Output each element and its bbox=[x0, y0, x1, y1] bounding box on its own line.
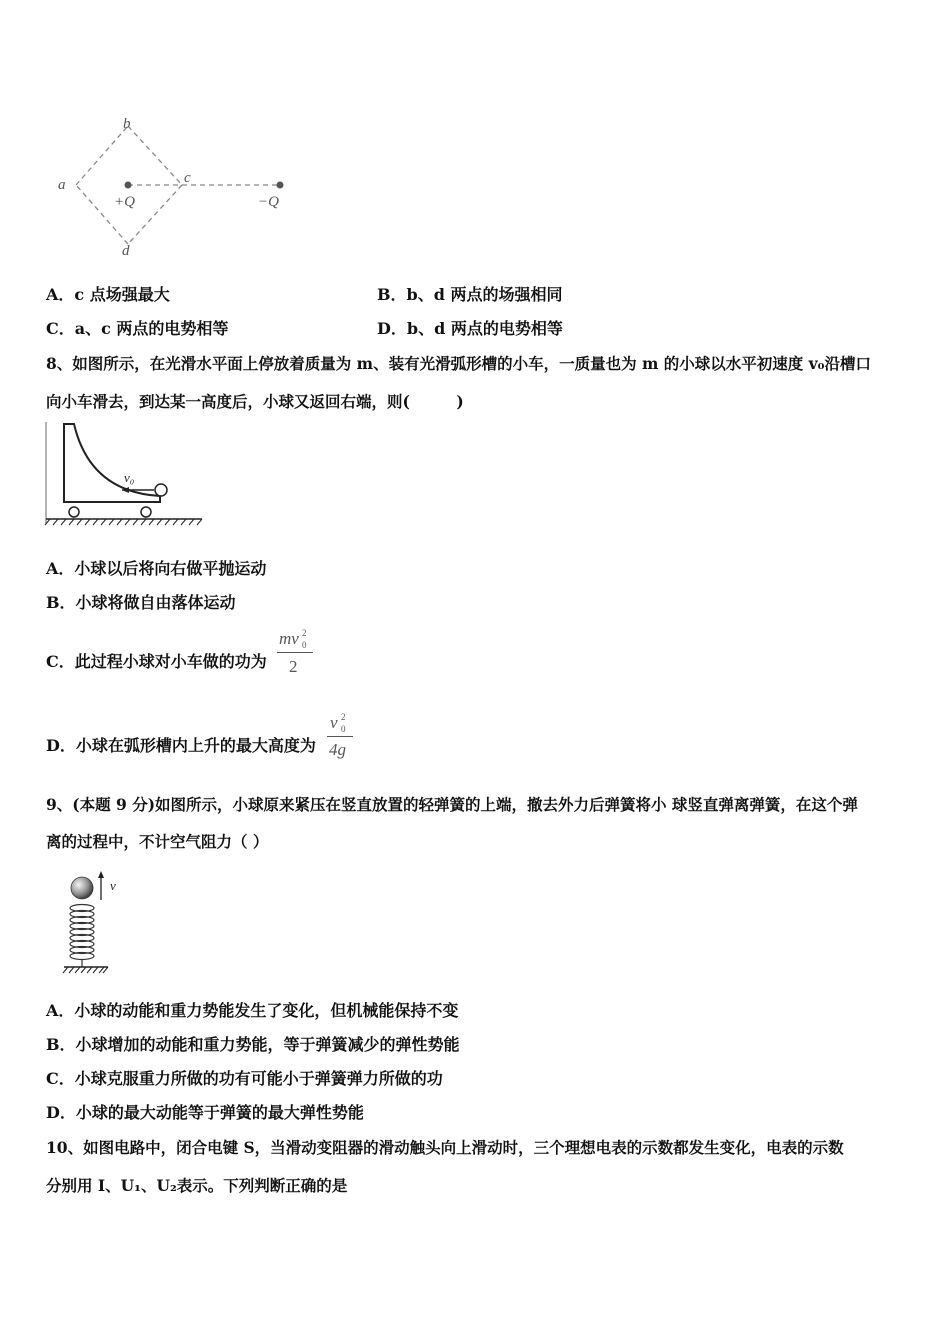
label-d: d bbox=[122, 243, 130, 259]
label-positive-q: +Q bbox=[114, 194, 135, 210]
q8-option-b: B．小球将做自由落体运动 bbox=[46, 593, 236, 612]
q9-option-b: B．小球增加的动能和重力势能，等于弹簧减少的弹性势能 bbox=[46, 1035, 460, 1054]
q9-option-d: D．小球的最大动能等于弹簧的最大弹性势能 bbox=[46, 1103, 364, 1122]
ball bbox=[71, 877, 93, 899]
label-negative-q: −Q bbox=[258, 194, 279, 210]
v0-label: v₀ bbox=[124, 470, 135, 485]
velocity-arrow-icon bbox=[98, 871, 104, 878]
q8-option-d: D．小球在弧形槽内上升的最大高度为 bbox=[46, 736, 316, 755]
fraction-bar bbox=[277, 652, 313, 653]
fraction-denominator: 2 bbox=[289, 657, 298, 676]
q7-option-d: D．b、d 两点的电势相等 bbox=[377, 319, 563, 338]
q9-stem-line1: 9、(本题 9 分)如图所示，小球原来紧压在竖直放置的轻弹簧的上端，撤去外力后弹簧将小 球竖直弹离弹簧，在这个弹 bbox=[46, 795, 858, 814]
q8-option-d-fraction bbox=[327, 710, 359, 764]
q7-option-c: C．a、c 两点的电势相等 bbox=[46, 319, 229, 338]
spring-coils bbox=[70, 905, 94, 968]
fraction-superscript: 2 bbox=[341, 712, 346, 722]
negative-charge-dot bbox=[277, 182, 284, 189]
q7-charge-diagram bbox=[50, 110, 310, 260]
fraction-subscript: 0 bbox=[302, 640, 307, 650]
q9-option-c: C．小球克服重力所做的功有可能小于弹簧弹力所做的功 bbox=[46, 1069, 443, 1088]
cart-wheel-left bbox=[69, 507, 79, 517]
q9-spring-diagram bbox=[58, 868, 138, 978]
q7-option-a: A．c 点场强最大 bbox=[46, 285, 170, 304]
q7-option-b: B．b、d 两点的场强相同 bbox=[377, 285, 563, 304]
ball bbox=[155, 484, 167, 496]
v-label: v bbox=[110, 878, 116, 893]
q8-cart-diagram bbox=[40, 420, 210, 530]
q9-option-a: A．小球的动能和重力势能发生了变化，但机械能保持不变 bbox=[46, 1001, 459, 1020]
fraction-subscript: 0 bbox=[341, 724, 346, 734]
cart-wheel-right bbox=[141, 507, 151, 517]
ground-hatching bbox=[63, 967, 108, 973]
fraction-denominator: 4g bbox=[329, 740, 346, 759]
q10-stem-line1: 10、如图电路中，闭合电键 S，当滑动变阻器的滑动触头向上滑动时，三个理想电表的示数都发生变化，电表的示数 bbox=[46, 1138, 844, 1157]
fraction-superscript: 2 bbox=[302, 628, 307, 638]
q8-stem-line1: 8、如图所示，在光滑水平面上停放着质量为 m、装有光滑弧形槽的小车，一质量也为 m 的小球以水平初速度 v₀沿槽口 bbox=[46, 354, 871, 373]
label-a: a bbox=[58, 177, 66, 193]
q8-stem-line2: 向小车滑去，到达某一高度后，小球又返回右端，则( ) bbox=[46, 392, 464, 411]
label-b: b bbox=[123, 116, 131, 132]
label-c: c bbox=[184, 170, 191, 186]
fraction-bar bbox=[327, 736, 353, 737]
positive-charge-dot bbox=[125, 182, 132, 189]
q8-option-c-fraction bbox=[277, 626, 317, 680]
q9-stem-line2: 离的过程中，不计空气阻力（ ） bbox=[46, 832, 269, 851]
q8-option-a: A．小球以后将向右做平抛运动 bbox=[46, 559, 267, 578]
q8-option-c: C．此过程小球对小车做的功为 bbox=[46, 652, 267, 671]
q10-stem-line2: 分别用 I、U₁、U₂表示。下列判断正确的是 bbox=[46, 1176, 348, 1195]
dashed-square bbox=[76, 126, 280, 244]
fraction-numerator: mv bbox=[279, 629, 299, 648]
ground-hatching bbox=[45, 519, 202, 525]
fraction-numerator: v bbox=[330, 713, 338, 732]
